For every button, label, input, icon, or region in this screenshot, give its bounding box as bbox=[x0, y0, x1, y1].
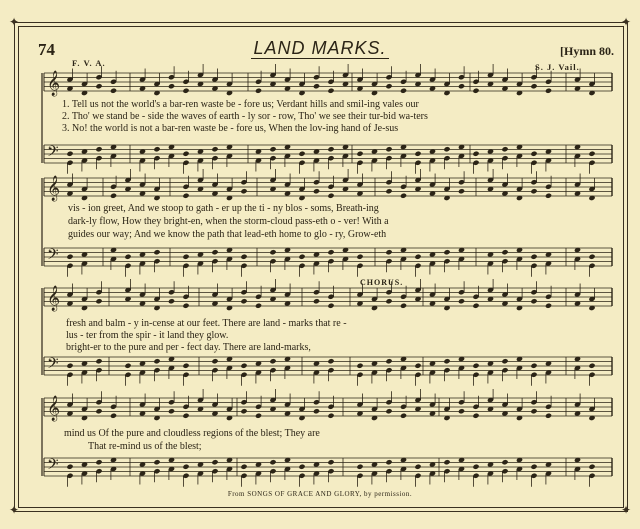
lyric-line: That re-mind us of the blest; bbox=[88, 441, 202, 452]
note-head bbox=[182, 151, 189, 157]
note-head bbox=[327, 358, 334, 364]
note-head bbox=[385, 83, 392, 89]
note-head bbox=[530, 464, 537, 470]
note-head bbox=[530, 83, 537, 89]
note-head bbox=[182, 254, 189, 260]
note-head bbox=[298, 464, 305, 470]
note-head bbox=[110, 193, 117, 199]
note-head bbox=[414, 254, 421, 260]
hymn-reference: [Hymn 80. bbox=[560, 44, 614, 58]
composer-credit: S. J. Vail. bbox=[535, 62, 580, 72]
lyric-line: guides our way; And we know the path that lead-eth home to glo - ry, Grow-eth bbox=[68, 229, 387, 240]
note-head bbox=[168, 83, 175, 89]
note-head bbox=[211, 249, 218, 255]
note-head bbox=[269, 459, 276, 465]
note-head bbox=[240, 408, 247, 414]
note-head bbox=[414, 151, 421, 157]
note-head bbox=[110, 88, 117, 94]
note-head bbox=[168, 298, 175, 304]
note-head bbox=[385, 408, 392, 414]
note-head bbox=[458, 83, 465, 89]
chorus-label: CHORUS. bbox=[360, 278, 404, 287]
note-head bbox=[313, 408, 320, 414]
note-head bbox=[182, 193, 189, 199]
note-head bbox=[385, 249, 392, 255]
note-head bbox=[327, 303, 334, 309]
note-head bbox=[313, 188, 320, 194]
note-head bbox=[443, 459, 450, 465]
note-head bbox=[327, 249, 334, 255]
note-head bbox=[240, 188, 247, 194]
note-head bbox=[211, 146, 218, 152]
note-head bbox=[182, 413, 189, 419]
note-head bbox=[240, 298, 247, 304]
note-head bbox=[356, 363, 363, 369]
note-head bbox=[400, 193, 407, 199]
note-head bbox=[530, 188, 537, 194]
note-head bbox=[458, 298, 465, 304]
note-head bbox=[588, 363, 595, 369]
note-head bbox=[414, 363, 421, 369]
note-head bbox=[327, 146, 334, 152]
note-head bbox=[66, 363, 73, 369]
note-head bbox=[153, 358, 160, 364]
lyric-line: 3. No! the world is not a bar-ren waste be - fore us, When the lov-ing hand of Je-sus bbox=[62, 123, 399, 134]
note-head bbox=[124, 254, 131, 260]
note-head bbox=[385, 298, 392, 304]
note-head bbox=[588, 254, 595, 260]
note-head bbox=[472, 151, 479, 157]
note-head bbox=[182, 303, 189, 309]
corner-ornament-icon: ✦ bbox=[621, 15, 632, 29]
note-head bbox=[545, 413, 552, 419]
note-head bbox=[472, 464, 479, 470]
note-head bbox=[66, 254, 73, 260]
note-head bbox=[443, 249, 450, 255]
note-head bbox=[443, 146, 450, 152]
note-head bbox=[66, 464, 73, 470]
corner-ornament-icon: ✦ bbox=[9, 503, 20, 517]
note-head bbox=[458, 188, 465, 194]
lyric-line: mind us Of the pure and cloudless regions of the blest; They are bbox=[64, 428, 320, 439]
note-head bbox=[95, 146, 102, 152]
corner-ornament-icon: ✦ bbox=[9, 15, 20, 29]
note-head bbox=[356, 254, 363, 260]
note-head bbox=[472, 363, 479, 369]
note-head bbox=[240, 464, 247, 470]
note-head bbox=[501, 249, 508, 255]
bass-clef-icon: 𝄢 bbox=[47, 143, 59, 164]
note-head bbox=[95, 83, 102, 89]
note-head bbox=[153, 146, 160, 152]
note-head bbox=[545, 88, 552, 94]
note-head bbox=[530, 254, 537, 260]
treble-clef-icon: 𝄞 bbox=[47, 396, 61, 421]
note-head bbox=[545, 193, 552, 199]
treble-clef-icon: 𝄞 bbox=[47, 176, 61, 201]
note-head bbox=[385, 146, 392, 152]
lyric-line: lus - ter from the spir - it land they glow. bbox=[66, 330, 229, 341]
note-head bbox=[182, 464, 189, 470]
note-head bbox=[356, 464, 363, 470]
note-head bbox=[385, 188, 392, 194]
note-head bbox=[182, 88, 189, 94]
note-head bbox=[153, 459, 160, 465]
lyric-line: vis - ion greet, And we stoop to gath - er up the ti - ny blos - soms, Breath-ing bbox=[68, 203, 379, 214]
note-head bbox=[269, 249, 276, 255]
note-head bbox=[588, 464, 595, 470]
note-head bbox=[400, 303, 407, 309]
note-head bbox=[298, 151, 305, 157]
note-head bbox=[530, 151, 537, 157]
note-head bbox=[414, 464, 421, 470]
note-head bbox=[400, 88, 407, 94]
note-head bbox=[153, 249, 160, 255]
note-head bbox=[255, 303, 262, 309]
note-head bbox=[298, 254, 305, 260]
note-head bbox=[327, 413, 334, 419]
note-head bbox=[472, 88, 479, 94]
note-head bbox=[211, 459, 218, 465]
note-head bbox=[95, 459, 102, 465]
note-head bbox=[66, 151, 73, 157]
note-head bbox=[211, 358, 218, 364]
note-head bbox=[255, 413, 262, 419]
note-head bbox=[545, 303, 552, 309]
note-head bbox=[356, 151, 363, 157]
note-head bbox=[182, 363, 189, 369]
permission-footer: From SONGS OF GRACE AND GLORY, by permission. bbox=[227, 490, 413, 498]
note-head bbox=[110, 413, 117, 419]
note-head bbox=[530, 408, 537, 414]
note-head bbox=[327, 193, 334, 199]
bass-clef-icon: 𝄢 bbox=[47, 246, 59, 267]
treble-clef-icon: 𝄞 bbox=[47, 71, 61, 96]
note-head bbox=[530, 298, 537, 304]
lyric-line: fresh and balm - y in-cense at our feet. There are land - marks that re - bbox=[66, 318, 347, 329]
note-head bbox=[168, 408, 175, 414]
bass-clef-icon: 𝄢 bbox=[47, 355, 59, 376]
treble-clef-icon: 𝄞 bbox=[47, 286, 61, 311]
note-head bbox=[255, 88, 262, 94]
note-head bbox=[124, 363, 131, 369]
note-head bbox=[269, 146, 276, 152]
note-head bbox=[313, 83, 320, 89]
note-head bbox=[385, 358, 392, 364]
note-head bbox=[240, 254, 247, 260]
lyric-line: bright-er to the pure and per - fect day. There are land-marks, bbox=[66, 342, 311, 353]
note-head bbox=[588, 151, 595, 157]
note-head bbox=[400, 413, 407, 419]
note-head bbox=[240, 363, 247, 369]
note-head bbox=[443, 358, 450, 364]
lyricist-credit: F. V. A. bbox=[72, 58, 106, 68]
bass-clef-icon: 𝄢 bbox=[47, 456, 59, 477]
lyric-line: 2. Tho' we stand be - side the waves of earth - ly sor - row, Tho' we see their tur-bid wa-ters bbox=[62, 111, 428, 122]
note-head bbox=[501, 459, 508, 465]
lyric-line: 1. Tell us not the world's a bar-ren waste be - fore us; Verdant hills and smil-ing vales our bbox=[62, 99, 419, 110]
note-head bbox=[95, 408, 102, 414]
note-head bbox=[472, 413, 479, 419]
hymn-title: LAND MARKS. bbox=[253, 38, 387, 58]
note-head bbox=[458, 408, 465, 414]
note-head bbox=[327, 88, 334, 94]
note-head bbox=[472, 303, 479, 309]
lyric-line: dark-ly flow, How they bright-en, when the storm-cloud pass-eth o - ver! With a bbox=[68, 216, 389, 227]
note-head bbox=[313, 298, 320, 304]
note-head bbox=[501, 146, 508, 152]
corner-ornament-icon: ✦ bbox=[621, 503, 632, 517]
note-head bbox=[95, 358, 102, 364]
note-head bbox=[385, 459, 392, 465]
page-number: 74 bbox=[38, 40, 55, 59]
note-head bbox=[530, 363, 537, 369]
note-head bbox=[327, 459, 334, 465]
note-head bbox=[95, 298, 102, 304]
note-head bbox=[269, 358, 276, 364]
note-head bbox=[501, 358, 508, 364]
